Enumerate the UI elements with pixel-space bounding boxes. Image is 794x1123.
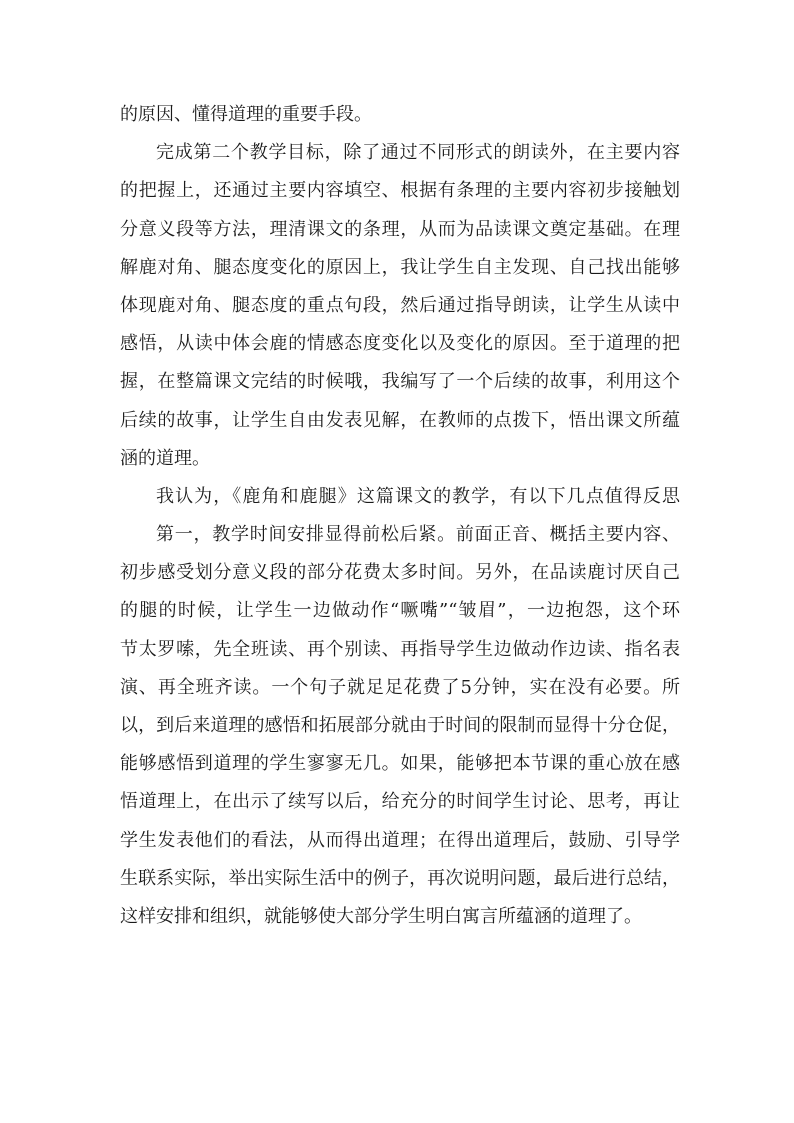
text-line: 解鹿对角、腿态度变化的原因上，我让学生自主发现、自己找出能够 xyxy=(120,256,680,278)
text-line: 演、再全班齐读。一个句子就足足花费了5分钟，实在没有必要。所 xyxy=(120,676,680,698)
text-line: 握，在整篇课文完结的时候哦，我编写了一个后续的故事，利用这个 xyxy=(120,371,680,393)
text-line: 我认为，《鹿角和鹿腿》这篇课文的教学，有以下几点值得反思 xyxy=(156,485,680,507)
text-line: 学生发表他们的看法，从而得出道理；在得出道理后，鼓励、引导学 xyxy=(120,829,680,851)
text-line: 第一，教学时间安排显得前松后紧。前面正音、概括主要内容、 xyxy=(156,524,680,546)
text-line: 节太罗嗦，先全班读、再个别读、再指导学生边做动作边读、指名表 xyxy=(120,638,680,660)
text-line: 后续的故事，让学生自由发表见解，在教师的点拨下，悟出课文所蕴 xyxy=(120,409,680,431)
text-line: 悟道理上，在出示了续写以后，给充分的时间学生讨论、思考，再让 xyxy=(120,791,680,813)
text-line: 的腿的时候，让学生一边做动作“噘嘴”“皱眉”，一边抱怨，这个环 xyxy=(120,600,680,622)
text-line: 感悟，从读中体会鹿的情感态度变化以及变化的原因。至于道理的把 xyxy=(120,333,680,355)
text-line: 的把握上，还通过主要内容填空、根据有条理的主要内容初步接触划 xyxy=(120,180,680,202)
text-line: 分意义段等方法，理清课文的条理，从而为品读课文奠定基础。在理 xyxy=(120,218,680,240)
text-line: 初步感受划分意义段的部分花费太多时间。另外，在品读鹿讨厌自己 xyxy=(120,562,680,584)
text-line: 这样安排和组织，就能够使大部分学生明白寓言所蕴涵的道理了。 xyxy=(120,905,642,927)
text-line: 生联系实际，举出实际生活中的例子，再次说明问题，最后进行总结， xyxy=(120,867,680,889)
text-line: 完成第二个教学目标，除了通过不同形式的朗读外，在主要内容 xyxy=(156,142,680,164)
document-page xyxy=(120,96,680,936)
text-line: 涵的道理。 xyxy=(120,447,210,469)
text-line: 能够感悟到道理的学生寥寥无几。如果，能够把本节课的重心放在感 xyxy=(120,753,680,775)
text-line: 体现鹿对角、腿态度的重点句段，然后通过指导朗读，让学生从读中 xyxy=(120,294,680,316)
text-line: 以，到后来道理的感悟和拓展部分就由于时间的限制而显得十分仓促， xyxy=(120,715,680,736)
text-line: 的原因、懂得道理的重要手段。 xyxy=(120,104,372,125)
